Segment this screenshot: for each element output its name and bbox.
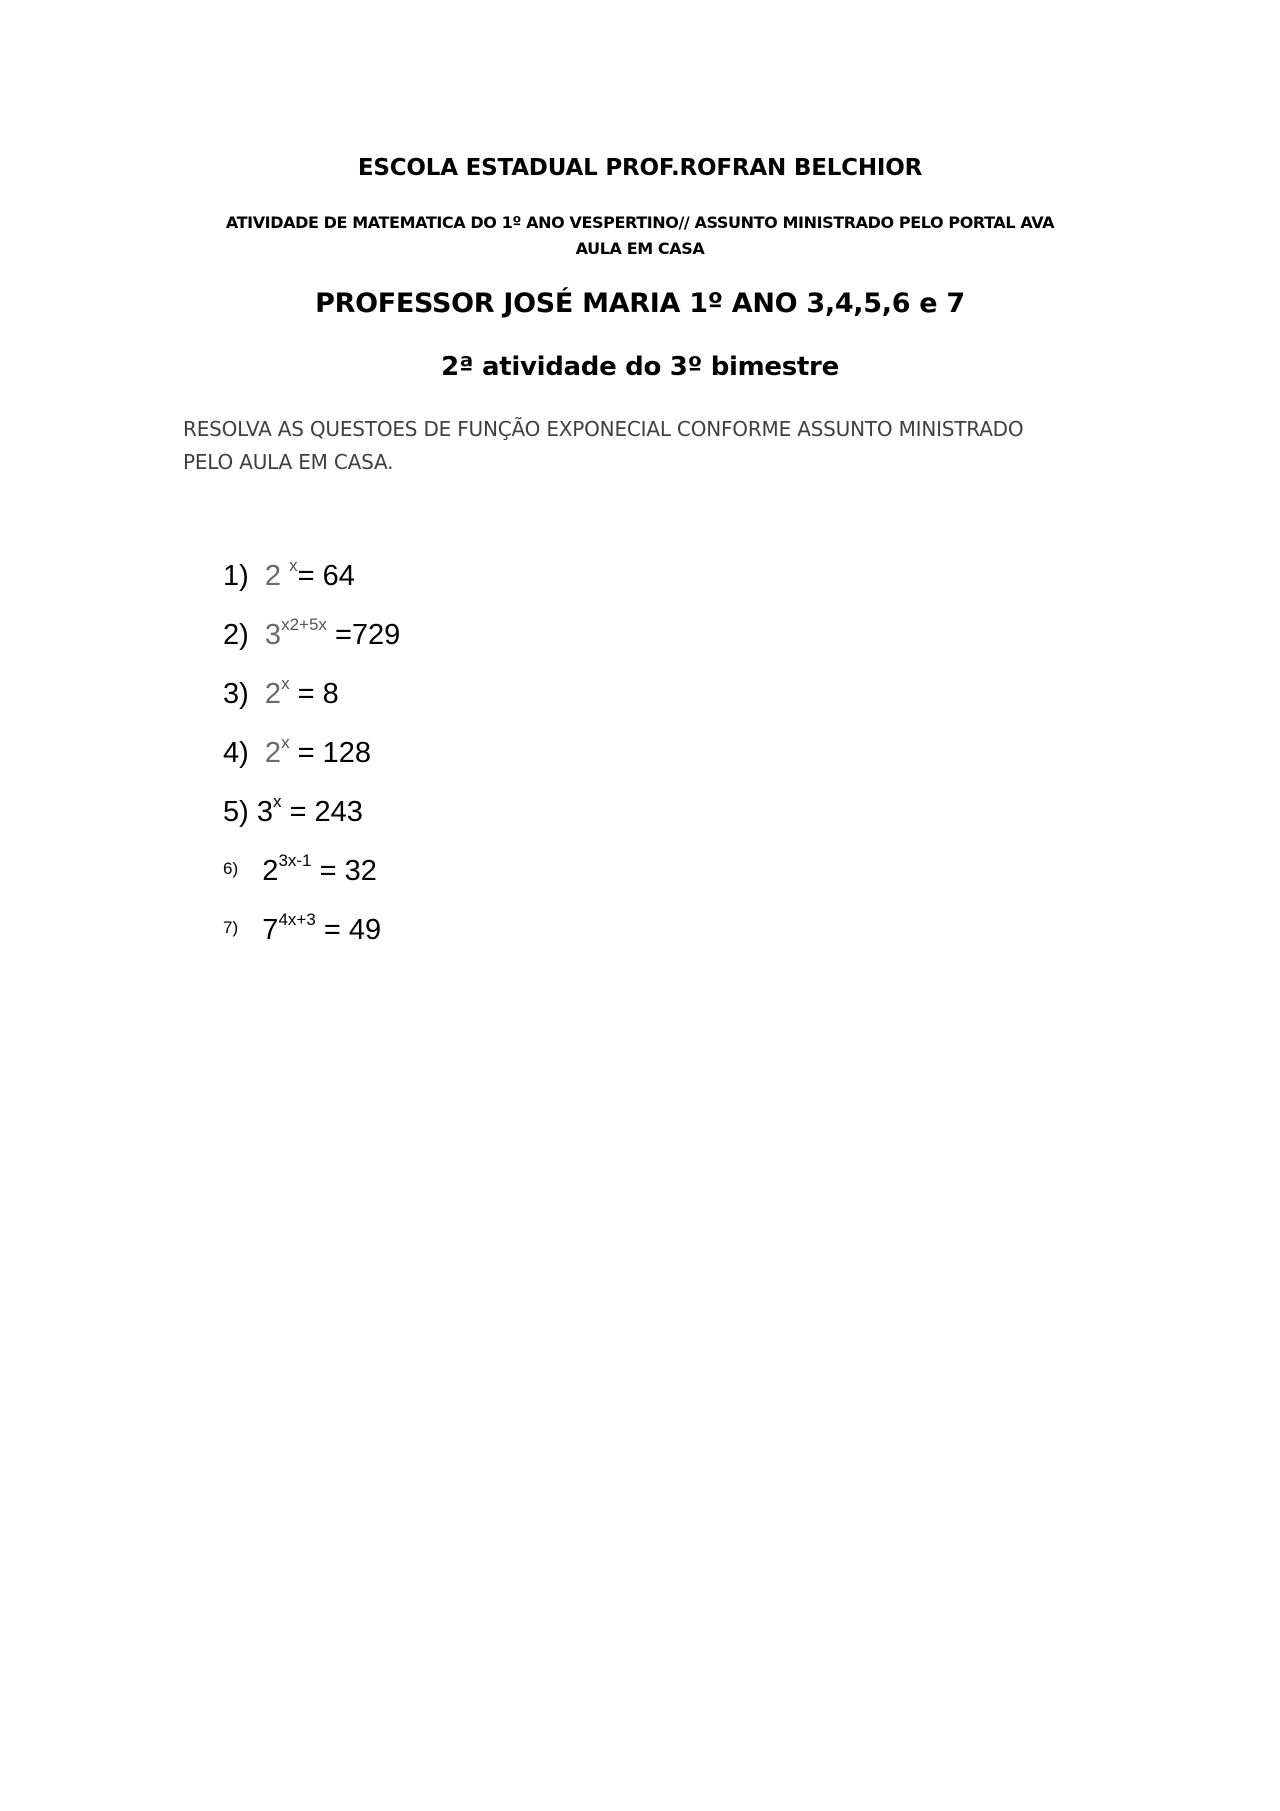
question-5 xyxy=(223,792,363,829)
question-exponent: x xyxy=(289,556,298,575)
question-number: 5) xyxy=(223,796,249,828)
question-base: 2 xyxy=(262,855,279,887)
question-6 xyxy=(223,851,377,888)
question-rhs: = 64 xyxy=(297,560,355,592)
question-base: 7 xyxy=(262,914,279,946)
question-base: 2 xyxy=(264,678,282,710)
question-exponent: 4x+3 xyxy=(278,910,316,929)
question-rhs: = 128 xyxy=(297,737,372,769)
instructions-line1: RESOLVA AS QUESTOES DE FUNÇÃO EXPONECIAL CONFORME ASSUNTO MINISTRADO xyxy=(183,417,1024,441)
school-name: ESCOLA ESTADUAL PROF.ROFRAN BELCHIOR xyxy=(357,155,923,181)
question-4 xyxy=(223,733,372,770)
question-rhs: = 32 xyxy=(319,855,377,887)
question-rhs: = 8 xyxy=(297,678,339,710)
question-exponent: 3x-1 xyxy=(278,851,312,870)
question-exponent: x xyxy=(281,674,290,693)
question-number: 1) xyxy=(223,560,249,592)
question-base: 2 xyxy=(264,560,282,592)
question-exponent: x2+5x xyxy=(281,615,327,634)
question-rhs: = 243 xyxy=(289,796,363,828)
question-3 xyxy=(223,674,339,711)
instructions-line2: PELO AULA EM CASA. xyxy=(183,450,394,474)
activity-description-line2: AULA EM CASA xyxy=(575,239,705,258)
question-1 xyxy=(223,556,355,593)
question-2 xyxy=(223,615,401,652)
question-number: 2) xyxy=(223,619,249,651)
question-base: 3 xyxy=(256,796,273,828)
question-rhs: = 49 xyxy=(323,914,382,946)
question-number: 3) xyxy=(223,678,249,710)
question-base: 3 xyxy=(264,619,282,651)
question-number: 7) xyxy=(223,918,239,937)
question-exponent: x xyxy=(281,733,290,752)
question-number: 6) xyxy=(223,859,239,878)
question-exponent: x xyxy=(273,792,282,811)
question-7 xyxy=(223,910,382,947)
activity-subtitle: 2ª atividade do 3º bimestre xyxy=(441,352,839,382)
professor-heading: PROFESSOR JOSÉ MARIA 1º ANO 3,4,5,6 e 7 xyxy=(315,288,965,319)
question-base: 2 xyxy=(264,737,282,769)
question-number: 4) xyxy=(223,737,249,769)
activity-description-line1: ATIVIDADE DE MATEMATICA DO 1º ANO VESPERTINO// ASSUNTO MINISTRADO PELO PORTAL AVA xyxy=(225,213,1055,232)
question-rhs: =729 xyxy=(334,619,401,651)
